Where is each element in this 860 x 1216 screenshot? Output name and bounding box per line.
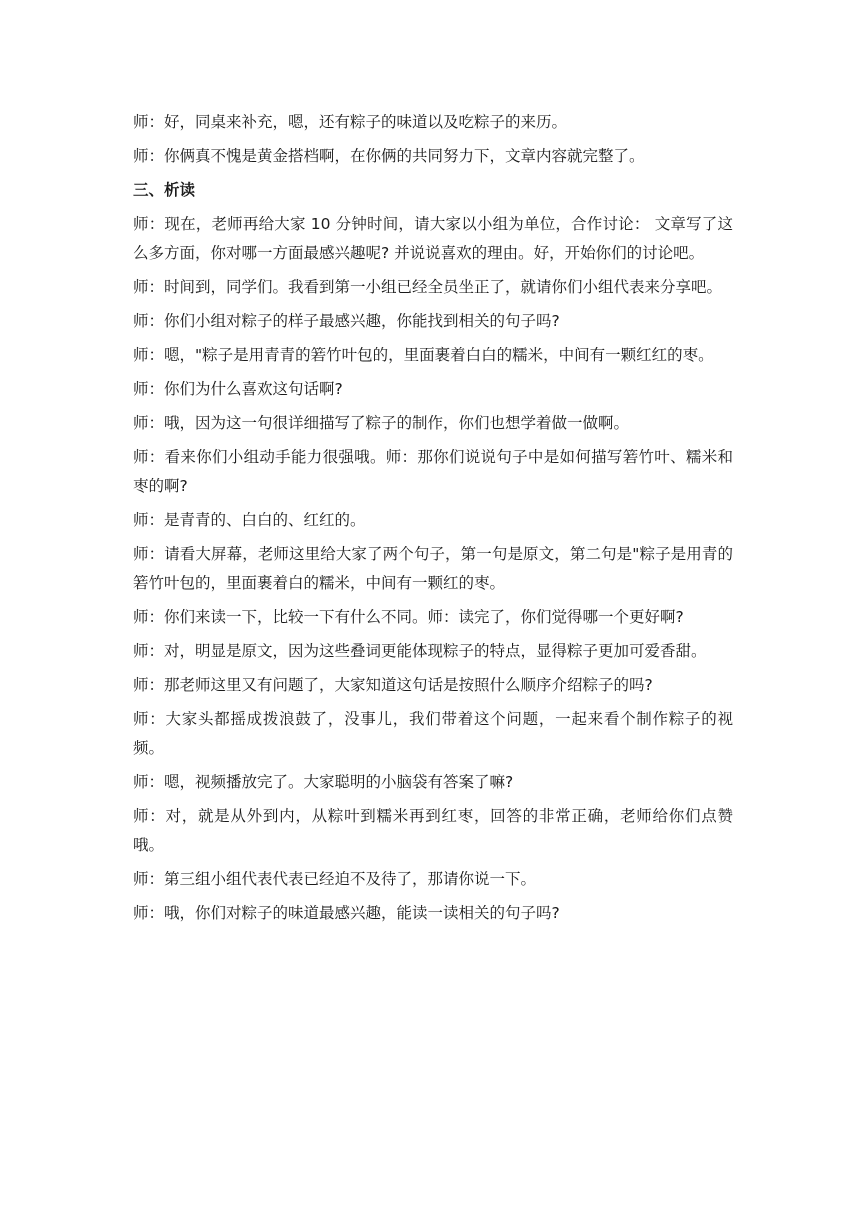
dialogue-line: 师：你俩真不愧是黄金搭档啊，在你俩的共同努力下，文章内容就完整了。 xyxy=(133,147,645,165)
dialogue-line: 师：看来你们小组动手能力很强哦。师：那你们说说句子中是如何描写箬竹叶、糯米和枣的啊? xyxy=(133,448,733,495)
section-heading: 三、析读 xyxy=(133,181,196,199)
dialogue-line: 师：你们为什么喜欢这句话啊? xyxy=(133,380,343,398)
dialogue-line: 师：时间到，同学们。我看到第一小组已经全员坐正了，就请你们小组代表来分享吧。 xyxy=(133,278,723,296)
dialogue-line: 师：好，同桌来补充，嗯，还有粽子的味道以及吃粽子的来历。 xyxy=(133,113,568,131)
dialogue-line: 师：大家头都摇成拨浪鼓了，没事儿，我们带着这个问题，一起来看个制作粽子的视频。 xyxy=(133,710,733,757)
dialogue-line: 师：现在，老师再给大家 10 分钟时间，请大家以小组为单位，合作讨论： 文章写了这么多方面，你对哪一方面最感兴趣呢? 并说说喜欢的理由。好，开始你们的讨论吧。 xyxy=(133,215,733,262)
dialogue-line: 师：你们小组对粽子的样子最感兴趣，你能找到相关的句子吗? xyxy=(133,312,560,330)
dialogue-line: 师：哦，你们对粽子的味道最感兴趣，能读一读相关的句子吗? xyxy=(133,904,560,922)
dialogue-line: 师：那老师这里又有问题了，大家知道这句话是按照什么顺序介绍粽子的吗? xyxy=(133,676,653,694)
dialogue-line: 师：对，就是从外到内，从粽叶到糯米再到红枣，回答的非常正确，老师给你们点赞哦。 xyxy=(133,807,733,854)
dialogue-line: 师：嗯，视频播放完了。大家聪明的小脑袋有答案了嘛? xyxy=(133,773,514,791)
dialogue-line: 师：第三组小组代表代表已经迫不及待了，那请你说一下。 xyxy=(133,870,537,888)
dialogue-line: 师：请看大屏幕，老师这里给大家了两个句子，第一句是原文，第二句是"粽子是用青的箬竹叶包的，里面裹着白的糯米，中间有一颗红的枣。 xyxy=(133,545,733,592)
dialogue-line: 师：哦，因为这一句很详细描写了粽子的制作，你们也想学着做一做啊。 xyxy=(133,414,630,432)
dialogue-line: 师：对，明显是原文，因为这些叠词更能体现粽子的特点，显得粽子更加可爱香甜。 xyxy=(133,642,707,660)
document-page xyxy=(133,108,733,933)
dialogue-line: 师：你们来读一下，比较一下有什么不同。师：读完了，你们觉得哪一个更好啊? xyxy=(133,608,684,626)
dialogue-line: 师：嗯，"粽子是用青青的箬竹叶包的，里面裹着白白的糯米，中间有一颗红红的枣。 xyxy=(133,346,714,364)
dialogue-line: 师：是青青的、白白的、红红的。 xyxy=(133,511,366,529)
